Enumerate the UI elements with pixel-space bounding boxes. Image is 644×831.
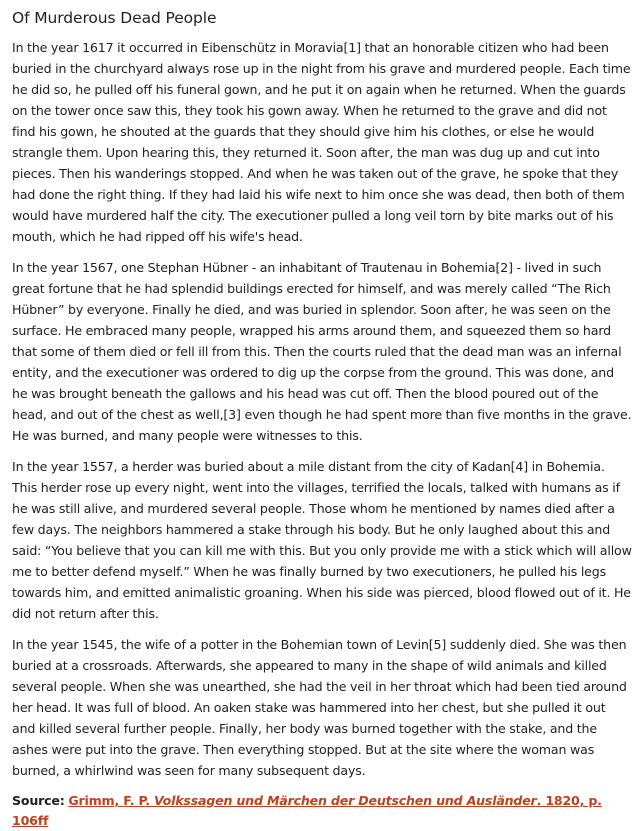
paragraph-trautenau: In the year 1567, one Stephan Hübner - an inhabitant of Trautenau in Bohemia[2] - lived in such great fortune that he had splendid buildings erected for himself, and was merely called “The Rich Hübner” by everyone. Finally he died, and was buried in splendor. Soon after, he was seen on the surface. He embraced many people, wrapped his arms around them, and squeezed them so hard that some of them died or fell ill from this. Then the courts ruled that the dead man was an infernal entity, and the executioner was ordered to dig up the corpse from the ground. This was done, and he was brought beneath the gallows and his head was cut off. Then the blood poured out of the head, and out of the chest as well,[3] even though he had spent more than five months in the grave. He was burned, and many people were witnesses to this. (12, 260, 632, 443)
source-link-title: Volkssagen und Märchen der Deutschen und Ausländer (154, 793, 537, 808)
paragraph-kadan: In the year 1557, a herder was buried about a mile distant from the city of Kadan[4] in Bohemia. This herder rose up every night, went into the villages, terrified the locals, talked with humans as if he was still alive, and murdered several people. Those whom he mentioned by names died after a few days. The neighbors hammered a stake through his body. But he only laughed about this and said: “You believe that you can kill me with this. But you only provide me with a stick which will allow me to better defend myself.” When he was finally burned by two executioners, he pulled his legs towards him, and emitted animalistic groaning. When his side was pierced, blood flowed out of it. He did not return after this. (12, 459, 632, 621)
article-title: Of Murderous Dead People (12, 9, 217, 27)
paragraph-levin: In the year 1545, the wife of a potter in the Bohemian town of Levin[5] suddenly died. She was then buried at a crossroads. Afterwards, she appeared to many in the shape of wild animals and killed several people. When she was unearthed, she had the veil in her throat which had been tied around her head. It was full of blood. An oaken stake was hammered into her chest, but she pulled it out and killed several further people. Finally, her body was burned together with the stake, and the ashes were put into the grave. Then everything stopped. But at the site where the woman was burned, a whirlwind was seen for many subsequent days. (12, 637, 627, 778)
source-label: Source: (12, 793, 65, 808)
source-link-details: . 1820, p. 106ff (12, 793, 602, 828)
source-link-author: Grimm, F. P. (68, 793, 150, 808)
paragraph-eibenschutz: In the year 1617 it occurred in Eibenschütz in Moravia[1] that an honorable citizen who had been buried in the churchyard always rose up in the night from his grave and murdered people. Each time he did so, he pulled off his funeral gown, and he put it on again when he returned. When the guards on the tower once saw this, they took his gown away. When he returned to the grave and did not find his gown, he shouted at the guards that they should give him his clothes, or else he would strangle them. Upon hearing this, they returned it. Soon after, the man was dug up and cut into pieces. Then his wanderings stopped. And when he was taken out of the grave, he spoke that they had done the right thing. If they had laid his wife next to him once she was dead, then both of them would have murdered half the city. The executioner pulled a long veil torn by bite marks out of his mouth, which he had ripped off his wife's head. (12, 40, 631, 244)
source-line (12, 791, 632, 831)
